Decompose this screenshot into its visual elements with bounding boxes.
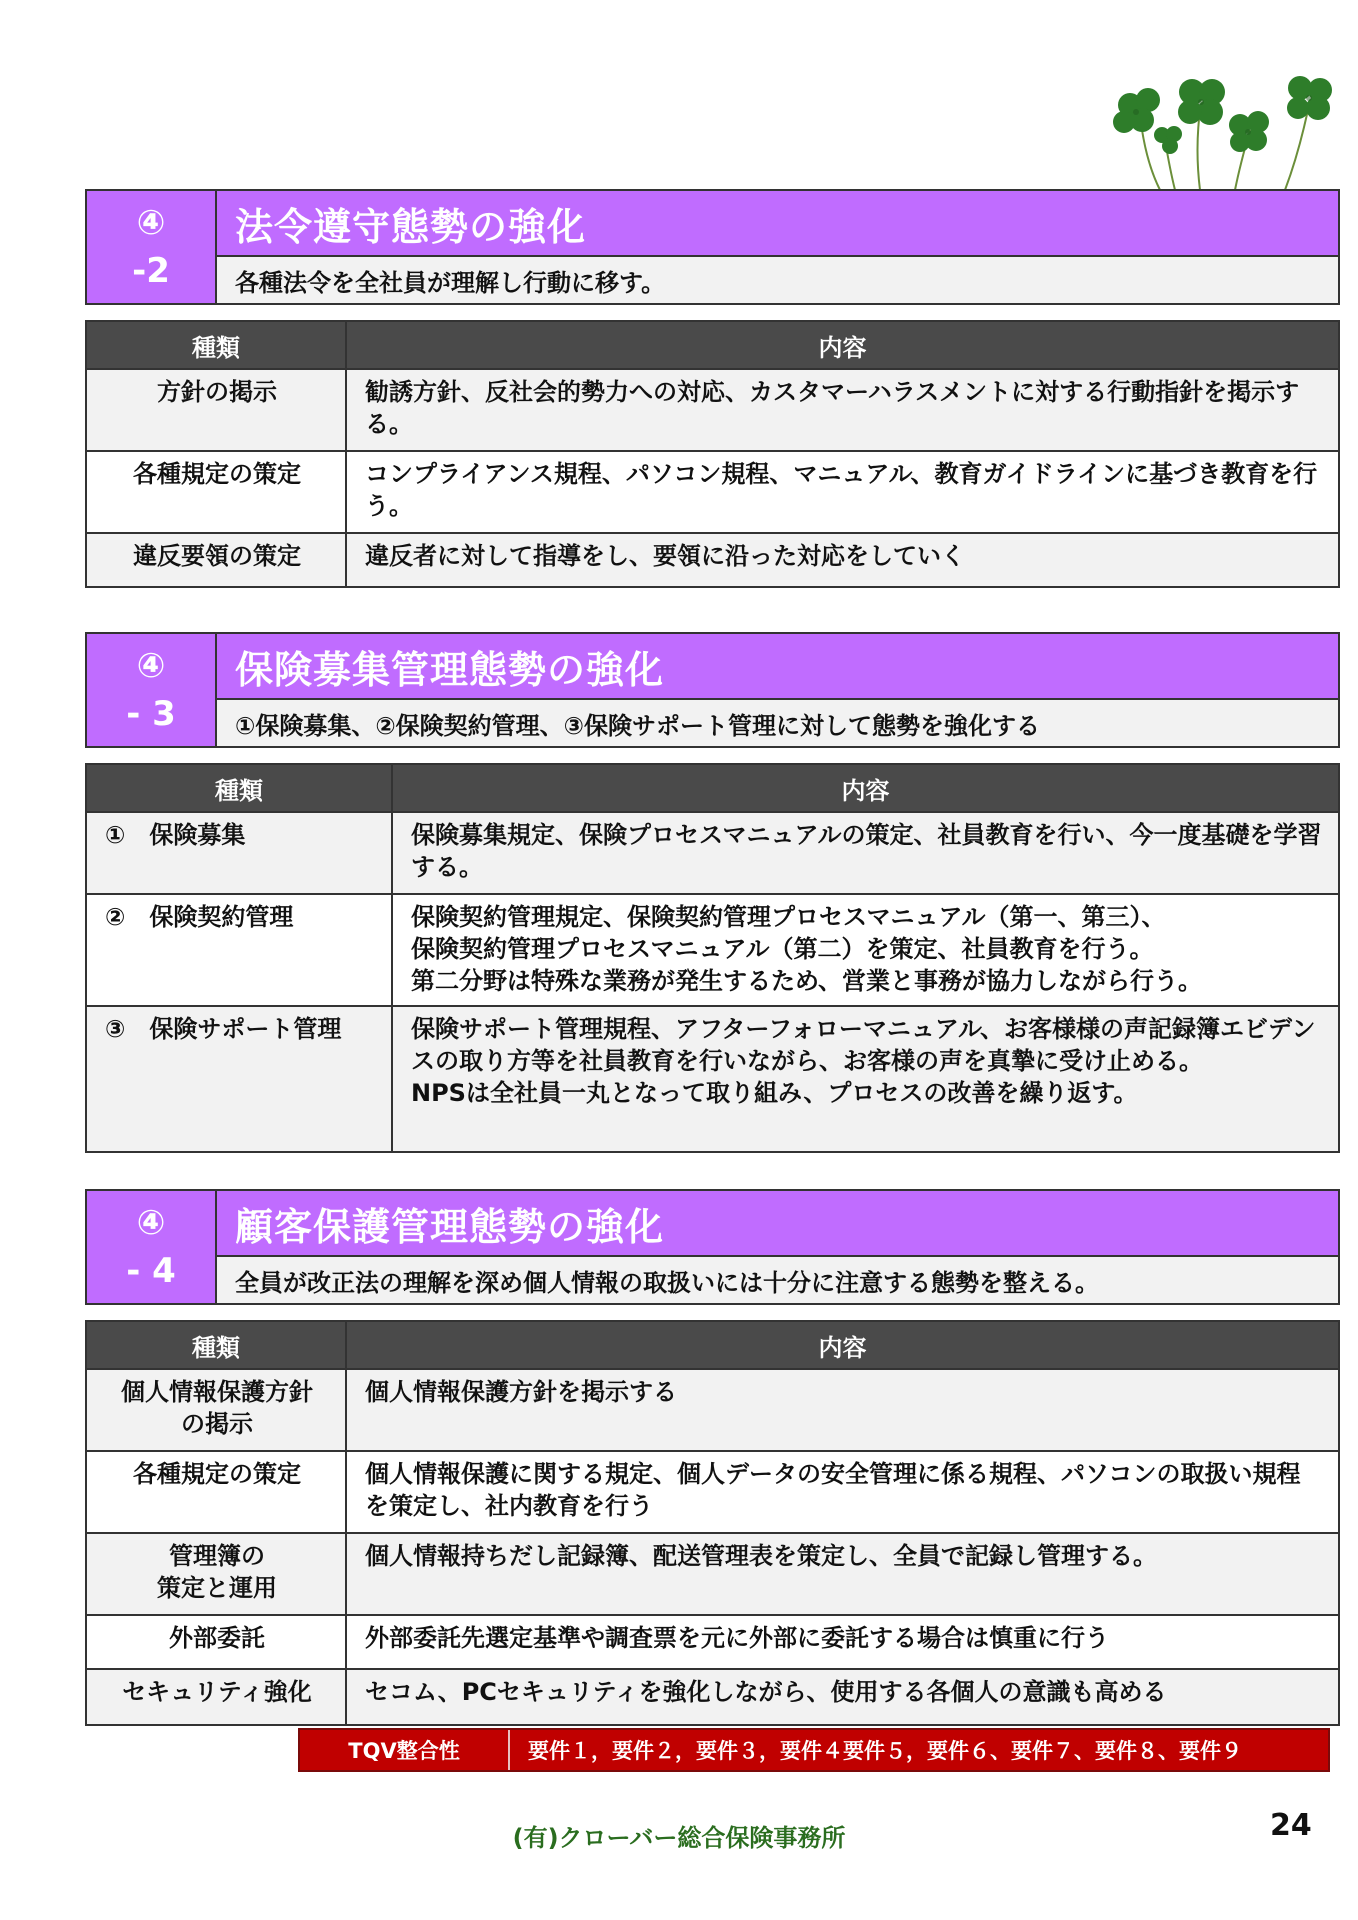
row-content: コンプライアンス規程、パソコン規程、マニュアル、教育ガイドラインに基づき教育を行う。 xyxy=(346,451,1339,533)
table-row xyxy=(86,894,1339,1006)
row-content: 保険サポート管理規程、アフターフォローマニュアル、お客様様の声記録簿エビデンスの取り方等を社員教育を行いながら、お客様の声を真摯に受け止める。 NPSは全社員一丸となって取り組み、プロセスの改善を繰り返す。 xyxy=(392,1006,1339,1152)
row-content: 保険募集規定、保険プロセスマニュアルの策定、社員教育を行い、今一度基礎を学習する。 xyxy=(392,812,1339,894)
row-type: 管理簿の 策定と運用 xyxy=(86,1533,346,1615)
customer-protection-table xyxy=(85,1320,1340,1726)
row-content: 違反者に対して指導をし、要領に沿った対応をしていく xyxy=(346,533,1339,587)
solicitation-table xyxy=(85,763,1340,1153)
table-row xyxy=(86,1369,1339,1451)
section-number-line2: - 4 xyxy=(126,1251,176,1291)
table-row xyxy=(86,1006,1339,1152)
section-header-compliance xyxy=(85,189,1340,305)
table-row xyxy=(86,1615,1339,1669)
table-row xyxy=(86,1451,1339,1533)
row-content: セコム、PCセキュリティを強化しながら、使用する各個人の意識も高める xyxy=(346,1669,1339,1725)
table-row xyxy=(86,451,1339,533)
row-content: 保険契約管理規定、保険契約管理プロセスマニュアル（第一、第三）、 保険契約管理プロセスマニュアル（第二）を策定、社員教育を行う。 第二分野は特殊な業務が発生するため、営業と事務が協力しながら行う。 xyxy=(392,894,1339,1006)
row-content: 勧誘方針、反社会的勢力への対応、カスタマーハラスメントに対する行動指針を掲示する。 xyxy=(346,369,1339,451)
section-number-line2: -2 xyxy=(132,251,170,291)
column-header-type: 種類 xyxy=(86,1321,346,1369)
section-subtitle: 全員が改正法の理解を深め個人情報の取扱いには十分に注意する態勢を整える。 xyxy=(217,1255,1338,1303)
row-content: 個人情報保護に関する規定、個人データの安全管理に係る規程、パソコンの取扱い規程を策定し、社内教育を行う xyxy=(346,1451,1339,1533)
row-content: 個人情報保護方針を掲示する xyxy=(346,1369,1339,1451)
row-type: セキュリティ強化 xyxy=(86,1669,346,1725)
row-content: 個人情報持ちだし記録簿、配送管理表を策定し、全員で記録し管理する。 xyxy=(346,1533,1339,1615)
section-number xyxy=(87,191,217,303)
row-type: 違反要領の策定 xyxy=(86,533,346,587)
section-title: 保険募集管理態勢の強化 xyxy=(235,647,665,692)
section-title: 顧客保護管理態勢の強化 xyxy=(235,1204,665,1249)
row-type: ③ 保険サポート管理 xyxy=(86,1006,392,1152)
row-type: 各種規定の策定 xyxy=(86,451,346,533)
section-number-line1: ④ xyxy=(136,1203,166,1243)
row-type: 方針の掲示 xyxy=(86,369,346,451)
tqv-alignment-bar xyxy=(298,1728,1330,1772)
table-row xyxy=(86,1669,1339,1725)
table-row xyxy=(86,812,1339,894)
section-subtitle: ①保険募集、②保険契約管理、③保険サポート管理に対して態勢を強化する xyxy=(217,698,1338,746)
clover-icon xyxy=(1100,70,1350,190)
section-number xyxy=(87,1191,217,1303)
row-type: 個人情報保護方針 の掲示 xyxy=(86,1369,346,1451)
column-header-content: 内容 xyxy=(392,764,1339,812)
section-number-line1: ④ xyxy=(136,646,166,686)
row-content: 外部委託先選定基準や調査票を元に外部に委託する場合は慎重に行う xyxy=(346,1615,1339,1669)
column-header-type: 種類 xyxy=(86,321,346,369)
tqv-value: 要件１，要件２，要件３，要件４要件５，要件６、要件７、要件８、要件９ xyxy=(528,1739,1242,1763)
table-row xyxy=(86,533,1339,587)
column-header-type: 種類 xyxy=(86,764,392,812)
table-row xyxy=(86,1533,1339,1615)
row-type: 外部委託 xyxy=(86,1615,346,1669)
section-title: 法令遵守態勢の強化 xyxy=(235,204,587,249)
section-header-customer-protection xyxy=(85,1189,1340,1305)
row-type: 各種規定の策定 xyxy=(86,1451,346,1533)
row-type: ① 保険募集 xyxy=(86,812,392,894)
table-row xyxy=(86,369,1339,451)
section-number-line1: ④ xyxy=(136,203,166,243)
section-number xyxy=(87,634,217,746)
section-header-solicitation xyxy=(85,632,1340,748)
section-number-line2: - 3 xyxy=(126,694,176,734)
company-name: (有)クローバー総合保険事務所 xyxy=(512,1824,846,1852)
row-type: ② 保険契約管理 xyxy=(86,894,392,1006)
section-subtitle: 各種法令を全社員が理解し行動に移す。 xyxy=(217,255,1338,303)
column-header-content: 内容 xyxy=(346,321,1339,369)
column-header-content: 内容 xyxy=(346,1321,1339,1369)
page-number: 24 xyxy=(1270,1808,1312,1843)
tqv-label: TQV整合性 xyxy=(300,1730,510,1770)
compliance-table xyxy=(85,320,1340,588)
